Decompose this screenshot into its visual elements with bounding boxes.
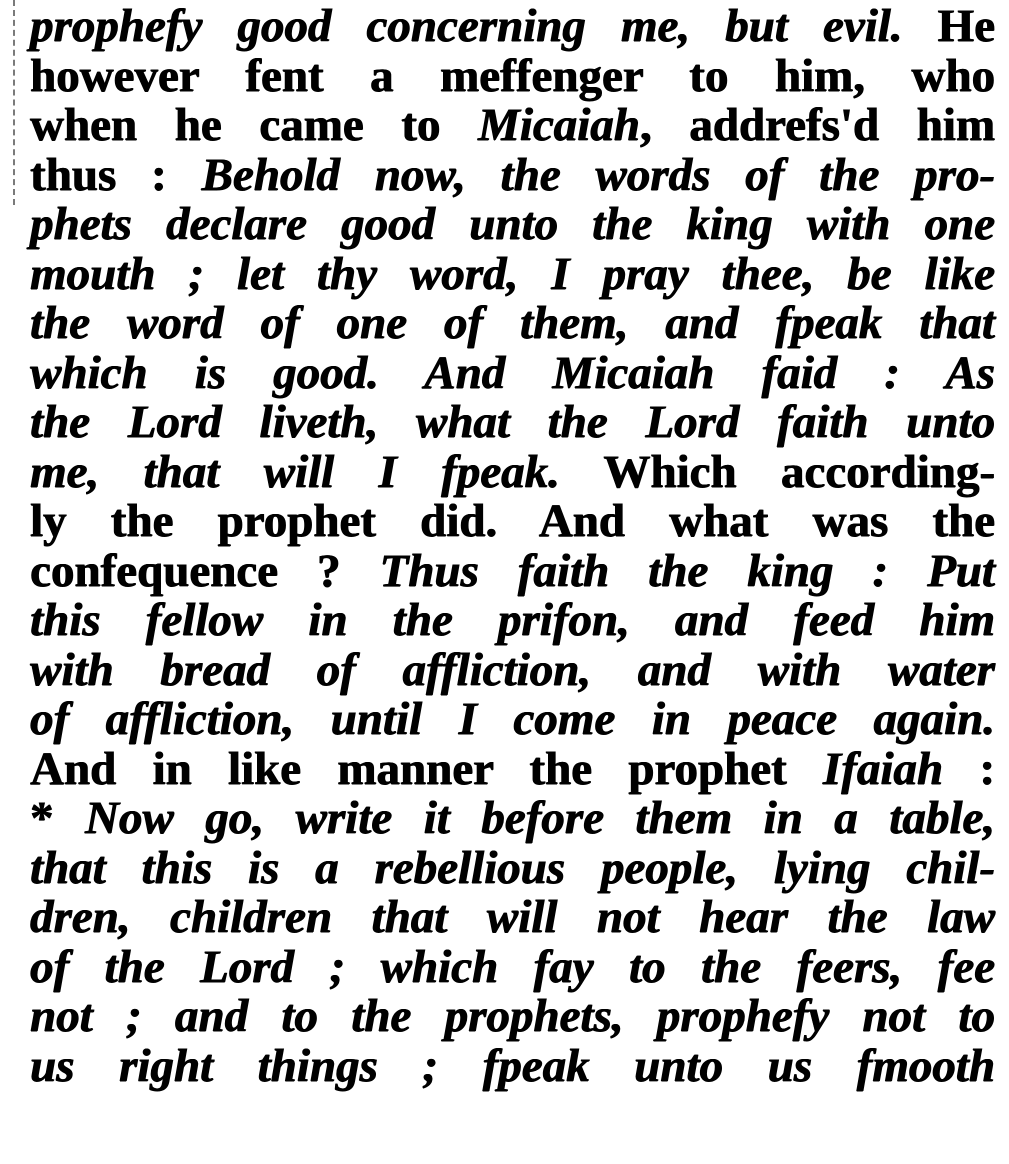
body-text	[30, 2, 995, 1091]
text-run: confequence ?	[30, 544, 380, 597]
text-run: me, that will I fpeak.	[30, 445, 560, 498]
text-run: this fellow in the prifon, and feed him	[30, 594, 995, 646]
text-run: which is good. And Micaiah faid : As	[30, 346, 995, 399]
text-line	[30, 742, 995, 795]
text-line	[30, 148, 996, 201]
text-run: mouth ; let thy word, I pray thee, be like	[30, 247, 995, 300]
text-run: thus :	[30, 148, 202, 201]
text-line	[30, 346, 995, 399]
text-line	[30, 893, 995, 943]
text-run: the word of one of them, and fpeak that	[30, 297, 995, 349]
text-run: when he came to	[30, 99, 478, 151]
text-run: phets declare good unto the king with one	[30, 198, 995, 250]
text-run: of affliction, until I come in peace again.	[30, 693, 995, 745]
text-line	[30, 596, 995, 646]
text-run: that this is a rebellious people, lying chil-	[30, 841, 995, 894]
text-run: He	[902, 0, 995, 52]
text-line	[30, 794, 995, 844]
text-run: And in like manner the prophet	[30, 742, 823, 795]
text-run: the Lord liveth, what the Lord faith unto	[30, 396, 995, 448]
text-line	[30, 398, 995, 448]
text-run: dren, children that will not hear the law	[30, 891, 995, 943]
text-run: Thus faith the king : Put	[379, 544, 996, 597]
text-line	[30, 200, 995, 250]
text-run: Now go, write it before them in a table,	[85, 792, 996, 844]
text-run: not ; and to the prophets, prophefy not to	[30, 990, 995, 1042]
text-line	[30, 497, 995, 547]
text-line	[30, 2, 995, 52]
text-run: with bread of affliction, and with water	[30, 643, 995, 696]
text-line	[30, 445, 996, 498]
text-run: Ifaiah	[822, 742, 944, 795]
text-line	[30, 49, 995, 102]
text-run: prophefy good concerning me, but evil.	[30, 0, 903, 52]
text-line	[30, 992, 995, 1042]
text-line	[30, 544, 996, 597]
text-run: Behold now, the words of the pro-	[201, 148, 996, 201]
text-line	[30, 841, 995, 894]
text-run: *	[30, 792, 86, 844]
text-line	[30, 695, 995, 745]
text-line	[30, 1039, 995, 1092]
gutter-rule	[13, 0, 15, 205]
text-line	[30, 643, 995, 696]
text-line	[30, 101, 995, 151]
text-line	[30, 299, 995, 349]
text-run: of the Lord ; which fay to the feers, fee	[30, 940, 995, 993]
text-run: however fent a meffenger to him, who	[30, 49, 995, 102]
text-run: us right things ; fpeak unto us fmooth	[30, 1039, 995, 1092]
text-run: ly the prophet did. And what was the	[30, 495, 995, 547]
text-run: :	[943, 742, 995, 795]
text-line	[30, 940, 995, 993]
text-run: , addrefs'd him	[639, 99, 996, 151]
text-line	[30, 247, 995, 300]
text-run: Which according-	[559, 445, 996, 498]
text-run: Micaiah	[478, 99, 640, 151]
